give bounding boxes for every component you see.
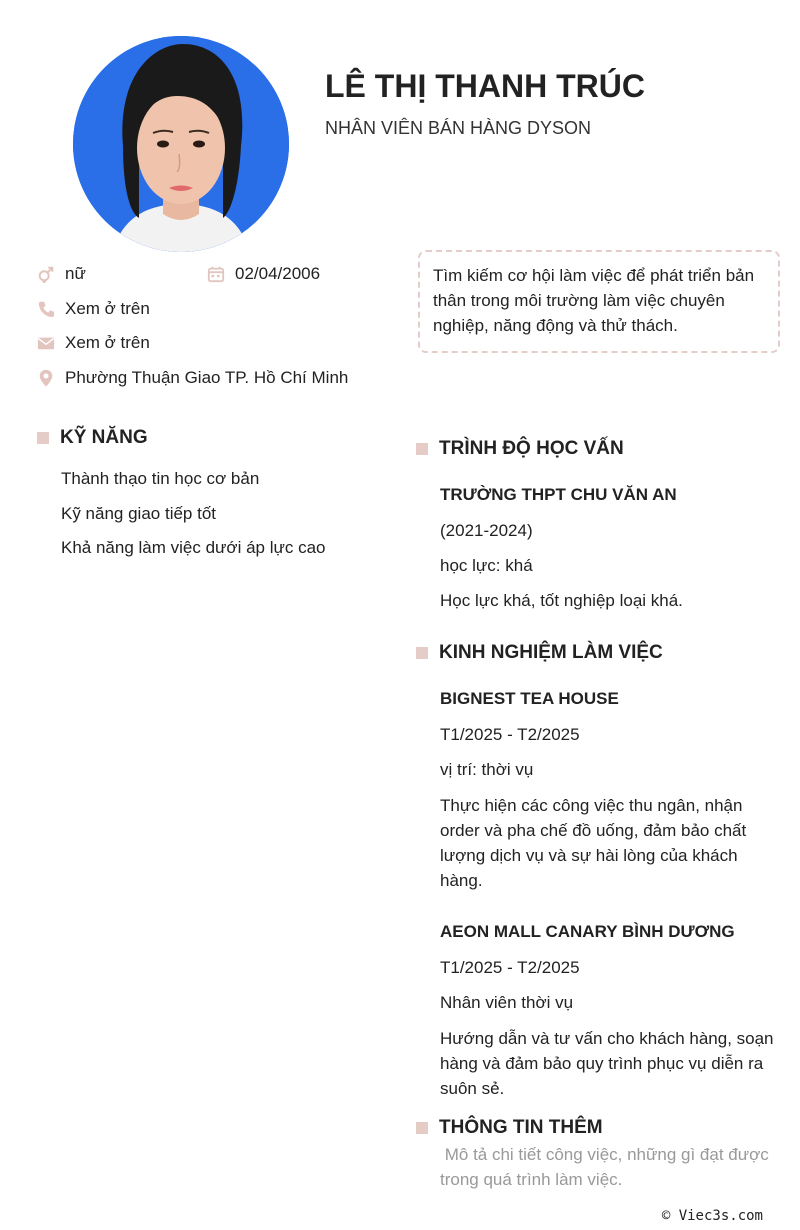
education-period: (2021-2024): [440, 521, 533, 540]
section-marker: [416, 443, 428, 455]
profile-photo: [73, 36, 289, 252]
envelope-icon: [36, 333, 56, 353]
address-value: Phường Thuận Giao TP. Hồ Chí Minh: [65, 368, 349, 387]
birthday-value: 02/04/2006: [235, 264, 321, 283]
email-value: Xem ở trên: [65, 333, 150, 352]
profile-photo-image: [73, 36, 289, 252]
job-description: Hướng dẫn và tư vấn cho khách hàng, soạn hàng và đảm bảo quy trình phục vụ diễn ra suôn sẻ.: [440, 1029, 774, 1098]
education-rank: học lực: khá: [440, 556, 533, 575]
contact-address: [36, 368, 348, 388]
job-description: Thực hiện các công việc thu ngân, nhận order và pha chế đồ uống, đảm bảo chất lượng dịch vụ và sự hài lòng của khách hàng.: [440, 796, 747, 890]
skill-item: Thành thạo tin học cơ bản: [61, 469, 260, 488]
footer-watermark: © Viec3s.com: [661, 1208, 763, 1224]
skill-item: Kỹ năng giao tiếp tốt: [61, 504, 217, 523]
contact-phone: [36, 299, 150, 319]
objective-text: Tìm kiếm cơ hội làm việc để phát triển bản thân trong môi trường làm việc chuyên nghiệp, năng động và thử thách.: [433, 266, 755, 335]
job-company: AEON MALL CANARY BÌNH DƯƠNG: [440, 922, 735, 941]
contact-gender: [36, 264, 86, 284]
skills-heading: [37, 427, 148, 449]
phone-value: Xem ở trên: [65, 299, 150, 318]
candidate-title: NHÂN VIÊN BÁN HÀNG DYSON: [325, 118, 592, 138]
experience-heading-label: KINH NGHIỆM LÀM VIỆC: [439, 642, 663, 663]
section-marker: [416, 647, 428, 659]
job-company: BIGNEST TEA HOUSE: [440, 689, 619, 708]
section-marker: [416, 1122, 428, 1134]
section-marker: [37, 432, 49, 444]
skill-item: Khả năng làm việc dưới áp lực cao: [61, 538, 326, 557]
education-heading-label: TRÌNH ĐỘ HỌC VẤN: [439, 438, 624, 459]
job-period: T1/2025 - T2/2025: [440, 958, 580, 977]
extra-description: Mô tả chi tiết công việc, những gì đạt được trong quá trình làm việc.: [440, 1145, 774, 1189]
skills-heading-label: KỸ NĂNG: [60, 427, 148, 448]
experience-heading: [416, 642, 663, 664]
candidate-name: LÊ THỊ THANH TRÚC: [325, 68, 645, 104]
job-position: Nhân viên thời vụ: [440, 993, 574, 1012]
job-period: T1/2025 - T2/2025: [440, 725, 580, 744]
location-pin-icon: [36, 368, 56, 388]
school-name: TRƯỜNG THPT CHU VĂN AN: [440, 485, 677, 504]
extra-heading-label: THÔNG TIN THÊM: [439, 1117, 603, 1138]
contact-birthday: [206, 264, 320, 284]
extra-heading: [416, 1117, 603, 1139]
calendar-icon: [206, 264, 226, 284]
gender-icon: [36, 264, 56, 284]
education-heading: [416, 438, 624, 460]
phone-icon: [36, 299, 56, 319]
gender-value: nữ: [65, 264, 86, 283]
education-note: Học lực khá, tốt nghiệp loại khá.: [440, 591, 683, 610]
contact-email: [36, 333, 150, 353]
job-position: vị trí: thời vụ: [440, 760, 534, 779]
